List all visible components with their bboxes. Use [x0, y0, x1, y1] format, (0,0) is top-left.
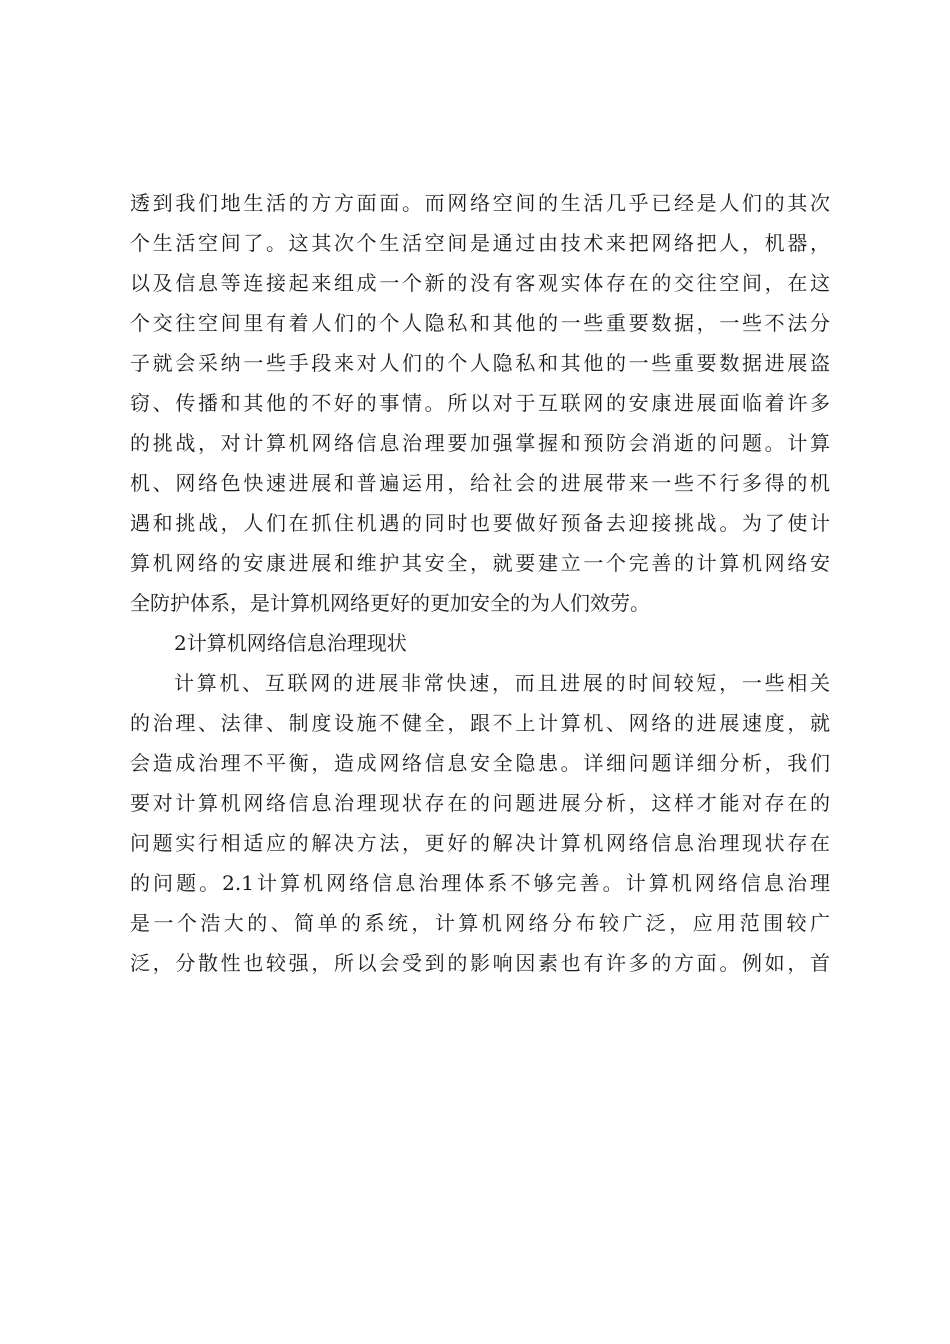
- paragraph-2-line: 会造成治理不平衡，造成网络信息安全隐患。详细问题详细分析，我们: [130, 751, 830, 775]
- paragraph-2-line: 要对计算机网络信息治理现状存在的问题进展分析，这样才能对存在的: [130, 791, 830, 815]
- paragraph-1-line: 全防护体系，是计算机网络更好的更加安全的为人们效劳。: [130, 591, 650, 615]
- paragraph-2-line: 是一个浩大的、简单的系统，计算机网络分布较广泛，应用范围较广: [130, 911, 830, 935]
- paragraph-1-line: 遇和挑战，人们在抓住机遇的同时也要做好预备去迎接挑战。为了使计: [130, 511, 830, 535]
- paragraph-1-line: 机、网络色快速进展和普遍运用，给社会的进展带来一些不行多得的机: [130, 471, 830, 495]
- paragraph-2-line: 的问题。2.1计算机网络信息治理体系不够完善。计算机网络信息治理: [130, 871, 830, 895]
- paragraph-1-line: 透到我们地生活的方方面面。而网络空间的生活几乎已经是人们的其次: [130, 191, 830, 215]
- paragraph-1-line: 以及信息等连接起来组成一个新的没有客观实体存在的交往空间，在这: [130, 271, 830, 295]
- paragraph-2-line: 计算机、互联网的进展非常快速，而且进展的时间较短，一些相关: [174, 671, 830, 695]
- paragraph-2-line: 泛，分散性也较强，所以会受到的影响因素也有许多的方面。例如，首: [130, 951, 830, 975]
- paragraph-1-line: 算机网络的安康进展和维护其安全，就要建立一个完善的计算机网络安: [130, 551, 830, 575]
- paragraph-1-line: 子就会采纳一些手段来对人们的个人隐私和其他的一些重要数据进展盗: [130, 351, 830, 375]
- section-heading: 2计算机网络信息治理现状: [174, 631, 407, 655]
- paragraph-2-line: 的治理、法律、制度设施不健全，跟不上计算机、网络的进展速度，就: [130, 711, 830, 735]
- paragraph-1-line: 的挑战，对计算机网络信息治理要加强掌握和预防会消逝的问题。计算: [130, 431, 830, 455]
- paragraph-1-line: 窃、传播和其他的不好的事情。所以对于互联网的安康进展面临着许多: [130, 391, 830, 415]
- paragraph-1-line: 个交往空间里有着人们的个人隐私和其他的一些重要数据，一些不法分: [130, 311, 830, 335]
- paragraph-1-line: 个生活空间了。这其次个生活空间是通过由技术来把网络把人，机器，: [130, 231, 830, 255]
- paragraph-2-line: 问题实行相适应的解决方法，更好的解决计算机网络信息治理现状存在: [130, 831, 830, 855]
